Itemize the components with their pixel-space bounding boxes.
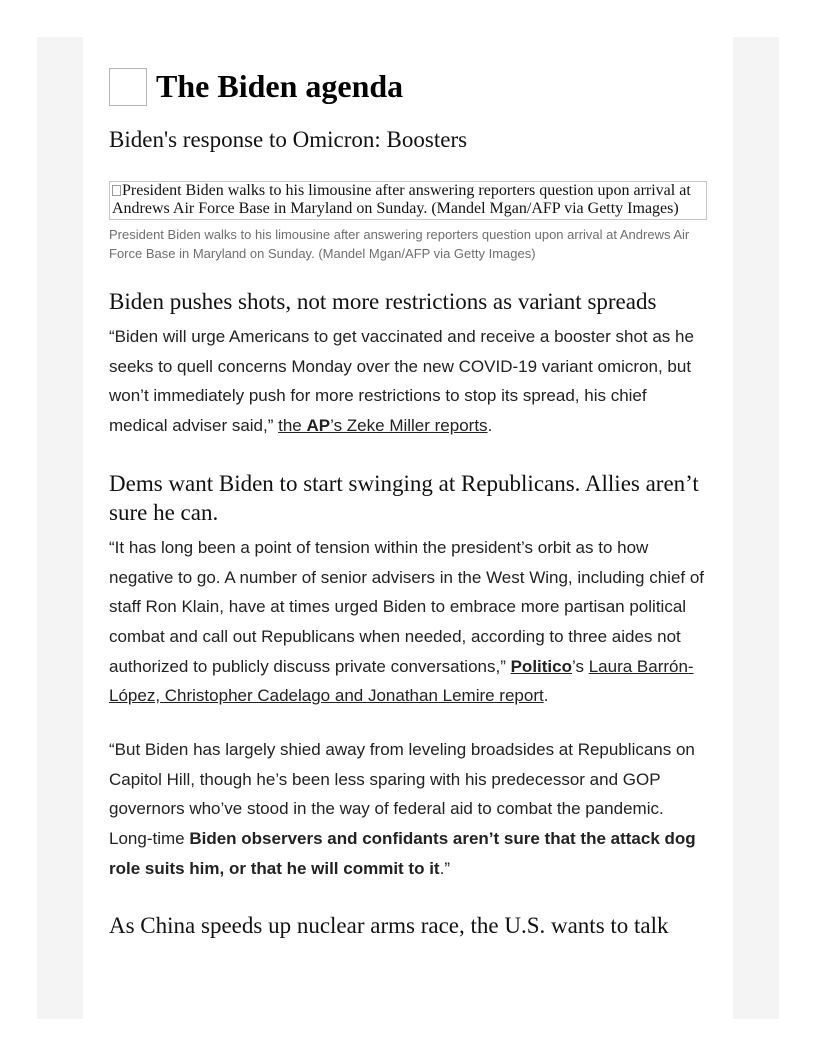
story-heading-biden-pushes-shots: Biden pushes shots, not more restrictions as variant spreads [109, 289, 657, 314]
broken-image-icon [112, 185, 121, 196]
politico-authors-link[interactable]: Laura Barrón-López, Christopher Cadelago and Jonathan Lemire report [109, 656, 694, 706]
right-margin-panel [733, 37, 779, 1019]
story-heading-china-nuclear: As China speeds up nuclear arms race, the U.S. wants to talk [109, 912, 669, 938]
broken-logo-image [109, 68, 147, 106]
story-text: “But Biden has largely shied away from leveling broadsides at Republicans on Capitol Hill, though he’s been less sparing with his predecessor and GOP governors who’ve stood in the way of federal aid to combat the pandemic. Long-time [109, 740, 695, 849]
section-title: The Biden agenda [156, 68, 404, 104]
section-subhead: Biden's response to Omicron: Boosters [109, 127, 468, 152]
photo-alt-text: President Biden walks to his limousine after answering reporters question upon arrival at Andrews Air Force Base in Maryland on Sunday. (Mandel Mgan/AFP via Getty Images) [112, 182, 691, 217]
story-paragraph: “It has long been a point of tension within the president’s orbit as to how negative to go. A number of senior advisers in the West Wing, including chief of staff Ron Klain, have at times urged Biden to embrace more partisan political combat and call out Republicans when needed, according to three aides not authorized to publicly discuss private conversations,” Politico’s Laura Barrón-López, Christopher Cadelago and Jonathan Lemire report. [109, 537, 705, 706]
lead-photo [109, 181, 707, 220]
photo-caption: President Biden walks to his limousine after answering reporters question upon arrival at Andrews Air Force Base in Maryland on Sunday. (Mandel Mgan/AFP via Getty Images) [109, 227, 690, 261]
left-margin-panel [37, 37, 83, 1019]
story-text: “Biden will urge Americans to get vaccinated and receive a booster shot as he seeks to quell concerns Monday over the new COVID-19 variant omicron, but won’t immediately push for more restrictions to stop its spread, his chief medical adviser said,” [109, 327, 694, 436]
ap-outlet-name: AP [306, 416, 331, 436]
story-paragraph: “Biden will urge Americans to get vaccinated and receive a booster shot as he seeks to quell concerns Monday over the new COVID-19 variant omicron, but won’t immediately push for more restrictions to stop its spread, his chief medical adviser said,” the AP’s Zeke Miller reports. [109, 327, 694, 436]
newsletter-content [109, 66, 707, 940]
section-header [109, 66, 707, 107]
story-heading-dems-want-biden: Dems want Biden to start swinging at Republicans. Allies aren’t sure he can. [109, 470, 699, 525]
politico-link[interactable]: Politico [510, 656, 572, 676]
story-text: “It has long been a point of tension within the president’s orbit as to how negative to go. A number of senior advisers in the West Wing, including chief of staff Ron Klain, have at times urged Biden to embrace more partisan political combat and call out Republicans when needed, according to three aides not authorized to publicly discuss private conversations,” [109, 537, 705, 676]
ap-report-link[interactable]: the AP’s Zeke Miller reports [278, 416, 488, 436]
story-paragraph: “But Biden has largely shied away from leveling broadsides at Republicans on Capitol Hill, though he’s been less sparing with his predecessor and GOP governors who’ve stood in the way of federal aid to combat the pandemic. Long-time Biden observers and confidants aren’t sure that the attack dog role suits him, or that he will commit to it.” [109, 740, 696, 878]
story-emphasis: Biden observers and confidants aren’t sure that the attack dog role suits him, or that he will commit to it [109, 829, 696, 878]
